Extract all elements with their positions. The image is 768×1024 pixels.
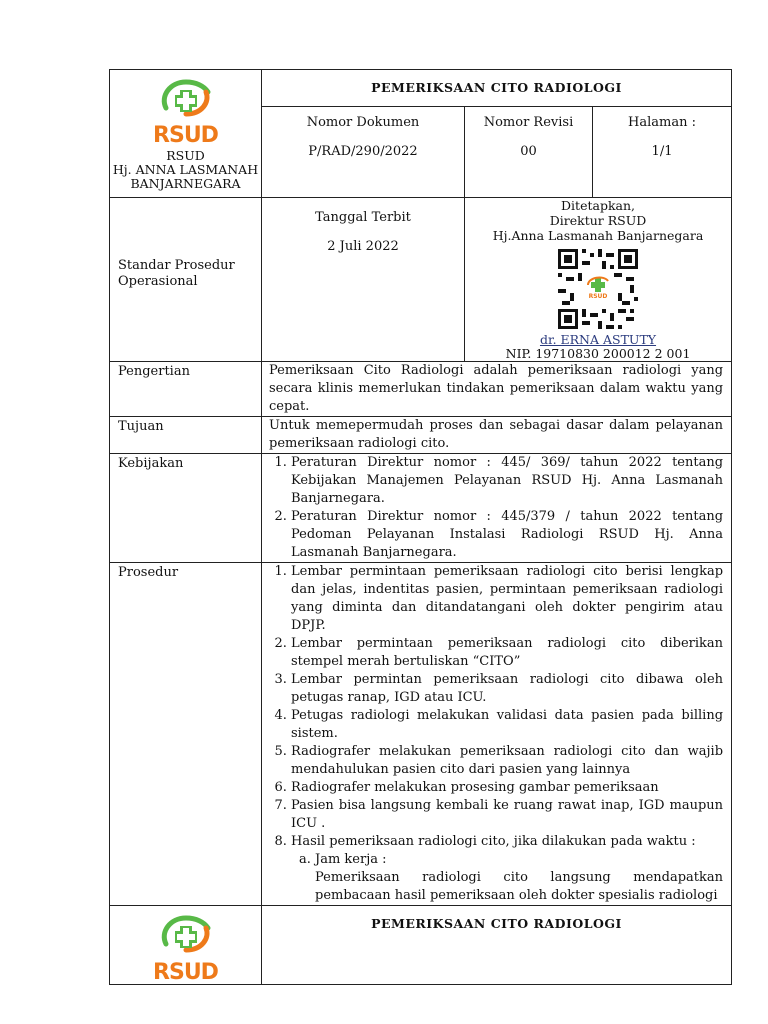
nomor-dokumen-value: P/RAD/290/2022 [308,144,418,159]
tanggal-terbit-value: 2 Juli 2022 [327,239,399,254]
prosedur-sub-list [291,851,723,905]
prosedur-item: 1. Lembar permintaan pemeriksaan radiologi cito berisi lengkap dan jelas, indentitas pasien, permintaan pemeriksaan radiologi yang diminta dan ditandatangani oleh dokter pengirim atau DPJP. [291,563,723,635]
prosedur-item: 5. Radiografer melakukan pemeriksaan radiologi cito dan wajib mendahulukan pasien cito dari pasien yang lainnya [291,743,723,779]
halaman-value: 1/1 [651,144,673,159]
prosedur-sub-item [315,851,723,905]
nomor-revisi-label: Nomor Revisi [483,115,574,130]
rsud-logo-icon [156,914,216,958]
sop-label-line-2: Operasional [118,274,198,289]
prosedur-item-8 [291,833,723,905]
prosedur-label: Prosedur [110,563,262,906]
nomor-revisi-cell [465,107,593,198]
halaman-cell [593,107,732,198]
kebijakan-item: 2. Peraturan Direktur nomor : 445/379 / tahun 2022 tentang Pedoman Pelayanan Instalasi Radiologi RSUD Hj. Anna Lasmanah Banjarnegara. [291,508,723,562]
halaman-label: Halaman : [628,115,696,130]
kebijakan-item: 1. Peraturan Direktur nomor : 445/ 369/ tahun 2022 tentang Kebijakan Manajemen Pelayanan RSUD Hj. Anna Lasmanah Banjarnegara. [291,454,723,508]
hospital-name [110,149,261,191]
nomor-dokumen-cell [262,107,465,198]
qr-code-icon [558,249,638,329]
kebijakan-list [269,454,723,562]
footer-logo-text: RSUD [153,960,218,985]
pengertian-text: Pemeriksaan Cito Radiologi adalah pemeriksaan radiologi yang secara klinis memerlukan tindakan pemeriksaan dalam waktu yang cepat. [262,362,732,417]
prosedur-item: 4. Petugas radiologi melakukan validasi data pasien pada billing sistem. [291,707,723,743]
nomor-revisi-value: 00 [520,144,537,159]
prosedur-list-cell [262,563,732,906]
ditetapkan-text: Ditetapkan, [561,198,635,213]
hospital-line-3: BANJARNEGARA [130,176,241,191]
kebijakan-list-cell [262,454,732,563]
tujuan-label: Tujuan [110,417,262,454]
kebijakan-label: Kebijakan [110,454,262,563]
prosedur-item: 3. Lembar permintan pemeriksaan radiologi cito dibawa oleh petugas ranap, IGD atau ICU. [291,671,723,707]
qr-center-text: RSUD [588,293,608,300]
signer-nip: NIP. 19710830 200012 2 001 [505,346,691,361]
sop-label-cell [110,198,262,362]
header-logo-cell [110,70,262,198]
hospital-line-1: RSUD [166,148,205,163]
sop-table [109,69,732,985]
prosedur-list [269,563,723,905]
prosedur-item: 7. Pasien bisa langsung kembali ke ruang rawat inap, IGD maupun ICU . [291,797,723,833]
tujuan-text: Untuk memepermudah proses dan sebagai dasar dalam pelayanan pemeriksaan radiologi cito. [262,417,732,454]
prosedur-sub-text: Pemeriksaan radiologi cito langsung mendapatkan pembacaan hasil pemeriksaan oleh dokter spesialis radiologi [315,870,724,903]
sop-label-line-1: Standar Prosedur [118,258,235,273]
document-title: PEMERIKSAAN CITO RADIOLOGI [262,70,732,107]
direktur-text: Direktur RSUD [549,213,647,228]
footer-title: PEMERIKSAAN CITO RADIOLOGI [262,906,732,985]
signature-cell [465,198,732,362]
prosedur-item: 2. Lembar permintaan pemeriksaan radiologi cito diberikan stempel merah bertuliskan “CITO” [291,635,723,671]
pengertian-label: Pengertian [110,362,262,417]
hospital-line-2: Hj. ANNA LASMANAH [112,162,259,177]
signer-name: dr. ERNA ASTUTY [539,332,657,347]
footer-logo-cell [110,906,262,985]
prosedur-item-8-text: Hasil pemeriksaan radiologi cito, jika dilakukan pada waktu : [291,834,696,849]
prosedur-sub-label: a. Jam kerja : [315,852,387,867]
logo-text: RSUD [153,123,218,148]
tanggal-terbit-cell [262,198,465,362]
prosedur-item: 6. Radiografer melakukan prosesing gambar pemeriksaan [291,779,723,797]
direktur-name: Hj.Anna Lasmanah Banjarnegara [492,228,704,243]
nomor-dokumen-label: Nomor Dokumen [306,115,420,130]
rsud-logo-icon [156,78,216,122]
tanggal-terbit-label: Tanggal Terbit [315,210,411,225]
